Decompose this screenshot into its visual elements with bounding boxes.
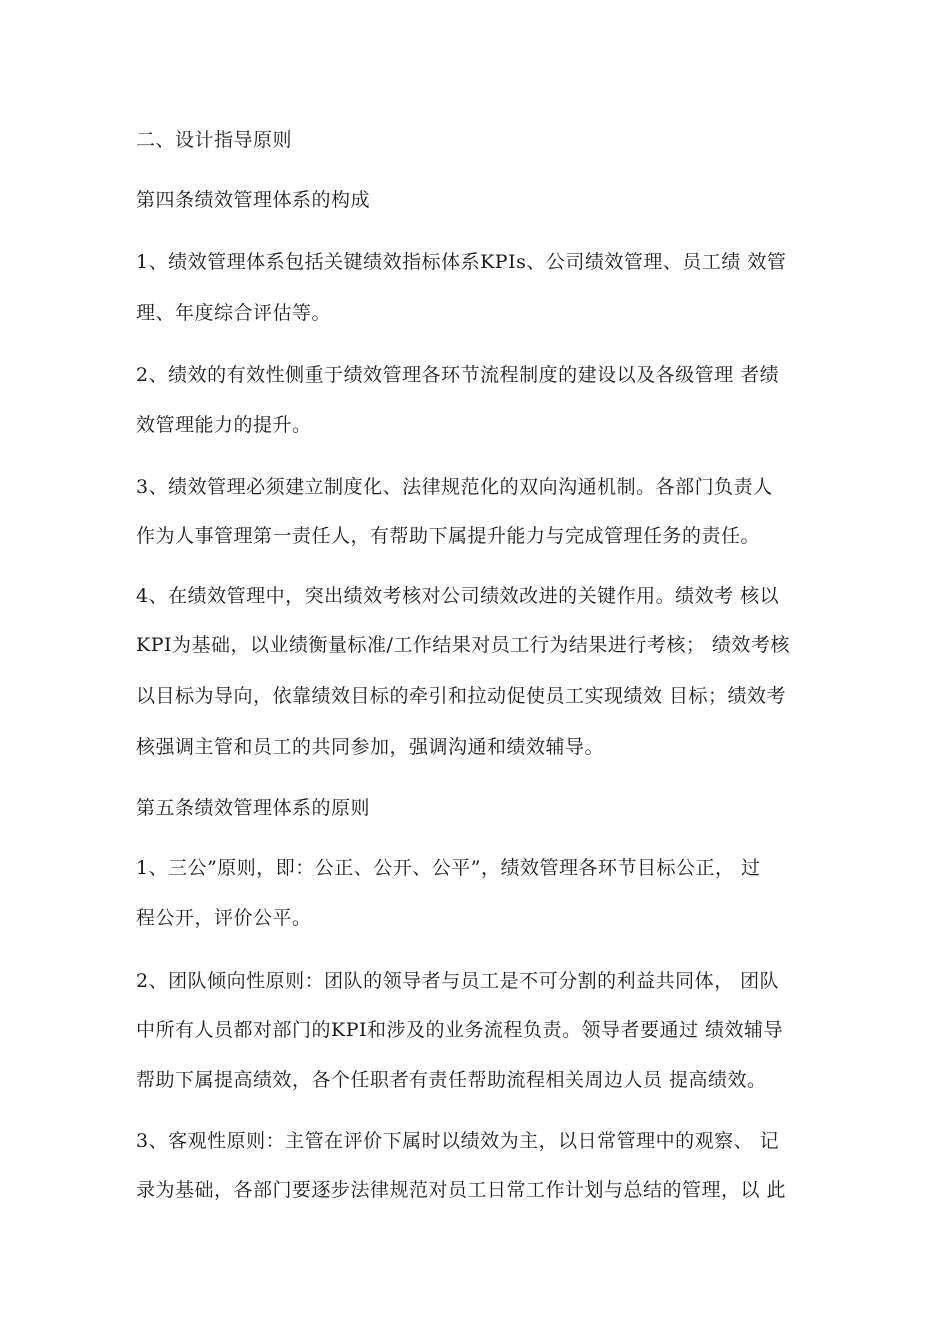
paragraph-line: 1、绩效管理体系包括关键绩效指标体系KPIs、公司绩效管理、员工绩 效管 [136,251,787,273]
paragraph-line: 3、绩效管理必须建立制度化、法律规范化的双向沟通机制。各部门负责人 [136,476,773,498]
paragraph-line: KPI为基础，以业绩衡量标准/工作结果对员工行为结果进行考核； 绩效考核 [136,634,790,656]
paragraph-line: 核强调主管和员工的共同参加，强调沟通和绩效辅导。 [136,736,605,758]
paragraph-line: 程公开，评价公平。 [136,907,312,929]
paragraph-line: 2、绩效的有效性侧重于绩效管理各环节流程制度的建设以及各级管理 者绩 [136,364,780,386]
paragraph-line: 作为人事管理第一责任人，有帮助下属提升能力与完成管理任务的责任。 [136,525,761,547]
paragraph-line: 4、在绩效管理中，突出绩效考核对公司绩效改进的关键作用。绩效考 核以 [136,585,780,607]
paragraph-line: 1、三公”原则，即：公正、公开、公平”，绩效管理各环节目标公正， 过 [136,857,761,879]
paragraph-line: 帮助下属提高绩效，各个任职者有责任帮助流程相关周边人员 提高绩效。 [136,1069,767,1091]
section-heading: 二、设计指导原则 [136,129,293,151]
paragraph-line: 效管理能力的提升。 [136,414,312,436]
paragraph-line: 3、客观性原则：主管在评价下属时以绩效为主，以日常管理中的观察、 记 [136,1130,780,1152]
paragraph-line: 以目标为导向，依靠绩效目标的牵引和拉动促使员工实现绩效 目标；绩效考 [136,685,787,707]
paragraph-line: 理、年度综合评估等。 [136,302,332,324]
paragraph-line: 录为基础，各部门要逐步法律规范对员工日常工作计划与总结的管理，以 此 [136,1179,787,1201]
paragraph-line: 2、团队倾向性原则：团队的领导者与员工是不可分割的利益共同体， 团队 [136,970,780,992]
article-heading: 第五条绩效管理体系的原则 [136,797,371,819]
paragraph-line: 中所有人员都对部门的KPI和涉及的业务流程负责。领导者要通过 绩效辅导 [136,1019,784,1041]
article-heading: 第四条绩效管理体系的构成 [136,189,371,211]
